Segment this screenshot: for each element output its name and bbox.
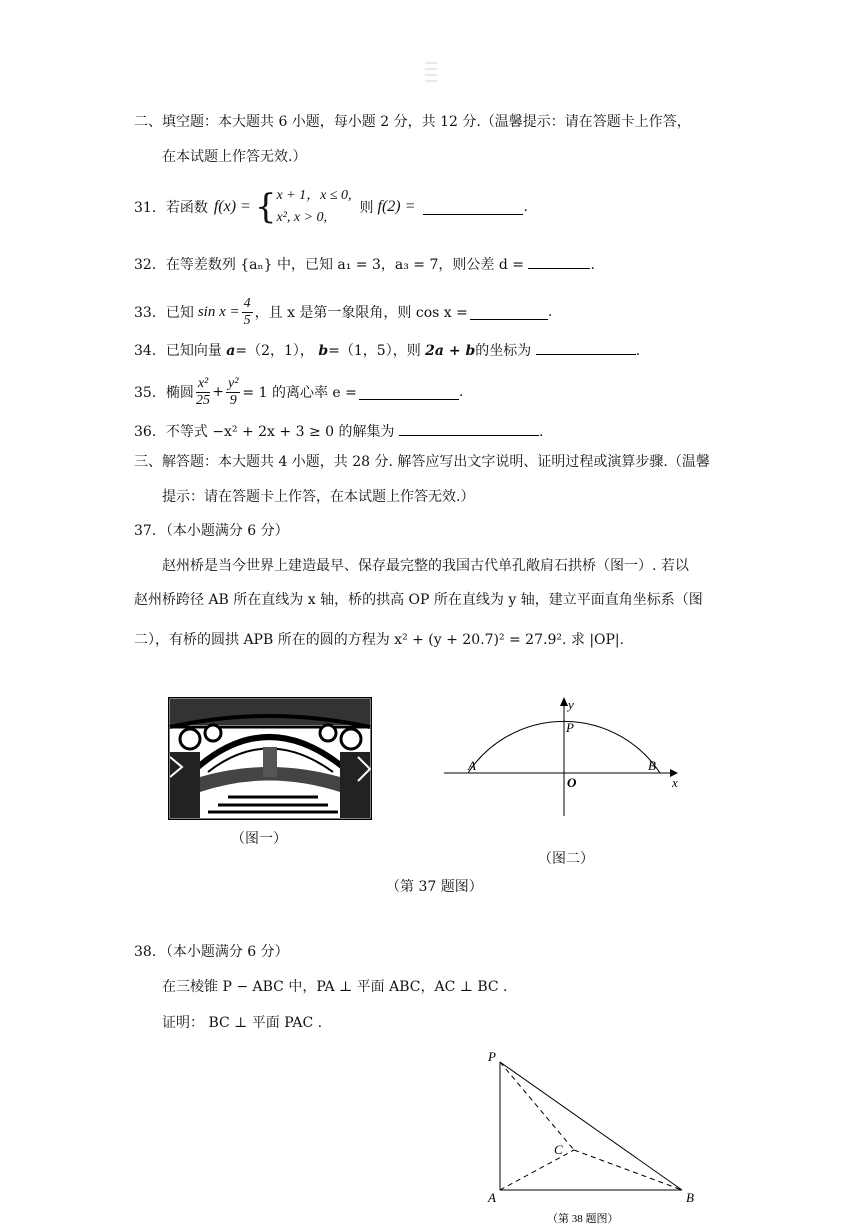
label-O: O	[567, 775, 577, 790]
section3-heading: 三、解答题：本大题共 4 小题，共 28 分. 解答应写出文字说明、证明过程或演算步骤.（温馨	[134, 454, 710, 470]
q33-end: .	[547, 304, 553, 320]
q33-a: 已知	[165, 305, 194, 321]
q35-numerator-y: y²	[227, 375, 239, 391]
q35-numerator-x: x²	[197, 375, 209, 391]
q31-function: f(x) =	[213, 198, 251, 215]
q31-number: 31．	[134, 200, 166, 216]
section3-note: 提示：请在答题卡上作答，在本试题上作答无效.）	[162, 489, 475, 505]
q35-end: .	[458, 384, 464, 400]
q37-figure-caption: （第 37 题图）	[386, 879, 483, 895]
q37-title: 37．（本小题满分 6 分）	[134, 523, 289, 539]
label-B: B	[686, 1190, 694, 1205]
q31-answer-blank[interactable]	[423, 200, 523, 215]
q35-fraction-x	[196, 376, 210, 409]
q35-denominator-x: 25	[196, 392, 211, 408]
coordinate-plane	[444, 692, 684, 822]
q31-cases	[276, 185, 351, 229]
q34-c: =（1，5），则	[328, 343, 421, 359]
q33-answer-blank[interactable]	[470, 305, 548, 320]
q37-paragraph-2: 赵州桥跨径 AB 所在直线为 x 轴，桥的拱高 OP 所在直线为 y 轴，建立平面直角坐标系（图	[134, 592, 703, 608]
question-32	[134, 254, 595, 275]
q36-answer-blank[interactable]	[399, 421, 539, 436]
label-A: A	[468, 758, 476, 773]
q32-end: .	[590, 257, 595, 273]
q31-f2: f(2) =	[377, 198, 416, 215]
tetrahedron-diagram	[482, 1046, 702, 1224]
label-C: C	[554, 1142, 563, 1157]
q34-vector-a: a	[226, 343, 236, 359]
edge-CB	[574, 1150, 682, 1190]
label-A: A	[488, 1190, 496, 1205]
q35-denominator-y: 9	[229, 392, 237, 408]
q38-paragraph-2: 证明： BC ⊥ 平面 PAC .	[162, 1015, 323, 1031]
q35-fraction-y	[226, 376, 240, 409]
question-35	[134, 370, 463, 414]
q36-number: 36．	[134, 424, 166, 440]
q31-mid: 则	[359, 200, 374, 216]
q38-title: 38．（本小题满分 6 分）	[134, 944, 289, 960]
q35-number: 35．	[134, 385, 166, 401]
header-glyph	[424, 60, 438, 84]
question-33	[134, 290, 552, 334]
q34-b: =（2，1），	[235, 343, 314, 359]
q34-vector-b: b	[318, 343, 329, 359]
q34-answer-blank[interactable]	[536, 340, 636, 355]
q35-b: = 1 的离心率 e =	[242, 385, 357, 401]
q34-end: .	[635, 343, 641, 359]
q37-paragraph-1: 赵州桥是当今世界上建造最早、保存最完整的我国古代单孔敞肩石拱桥（图一）. 若以	[162, 558, 689, 574]
q37-figure2-caption: （图二）	[538, 851, 594, 867]
bridge-illustration	[168, 697, 372, 820]
q32-text: 在等差数列 {aₙ} 中，已知 a₁ = 3，a₃ = 7，则公差 d =	[165, 257, 524, 273]
q33-fraction	[242, 296, 253, 329]
q38-figure-caption: （第 38 题图）	[547, 1213, 619, 1224]
header-mark	[424, 60, 438, 84]
q36-text: 不等式 −x² + 2x + 3 ≥ 0 的解集为	[165, 424, 395, 440]
q31-prefix: 若函数	[165, 200, 208, 216]
question-36	[134, 421, 543, 442]
edge-PB	[500, 1062, 682, 1190]
q38-figure-tetrahedron	[482, 1046, 702, 1224]
q34-d: 的坐标为	[475, 343, 532, 359]
label-P: P	[488, 1049, 496, 1064]
q31-brace: {	[254, 187, 277, 227]
question-34	[134, 340, 640, 361]
q36-end: .	[538, 424, 544, 440]
q33-number: 33．	[134, 305, 166, 321]
q32-answer-blank[interactable]	[528, 254, 590, 269]
y-axis-arrow-icon	[560, 697, 568, 706]
label-B: B	[648, 758, 656, 773]
edge-AC	[500, 1150, 574, 1190]
q37-figure2-diagram	[444, 692, 684, 822]
q38-paragraph-1: 在三棱锥 P − ABC 中，PA ⊥ 平面 ABC，AC ⊥ BC .	[162, 979, 508, 995]
label-x: x	[672, 775, 678, 790]
q31-case2: x², x > 0,	[276, 210, 328, 225]
q35-a: 椭圆	[165, 385, 194, 401]
q37-paragraph-3: 二），有桥的圆拱 APB 所在的圆的方程为 x² + (y + 20.7)² = 27.9². 求 |OP|.	[134, 632, 625, 648]
q34-number: 34．	[134, 343, 166, 359]
label-P: P	[566, 720, 574, 735]
q31-end: .	[523, 199, 528, 215]
q34-expression: 2a + b	[425, 343, 476, 359]
q32-number: 32．	[134, 257, 166, 273]
q37-figure1-bridge-photo	[168, 697, 372, 820]
q34-a: 已知向量	[165, 343, 222, 359]
q35-answer-blank[interactable]	[359, 385, 459, 400]
q35-plus: +	[212, 384, 224, 400]
section2-heading: 二、填空题：本大题共 6 小题，每小题 2 分，共 12 分.（温馨提示：请在答题卡上作答，	[134, 114, 691, 130]
q31-case1: x + 1，x ≤ 0,	[276, 188, 352, 203]
question-31	[134, 183, 528, 231]
section2-note: 在本试题上作答无效.）	[162, 149, 307, 165]
q33-b: ，且 x 是第一象限角，则 cos x =	[254, 305, 468, 321]
q33-sin: sin x =	[197, 303, 240, 320]
q33-numerator: 4	[243, 295, 251, 311]
q37-figure1-caption: （图一）	[231, 831, 287, 847]
label-y: y	[568, 697, 574, 712]
q33-denominator: 5	[243, 312, 251, 328]
